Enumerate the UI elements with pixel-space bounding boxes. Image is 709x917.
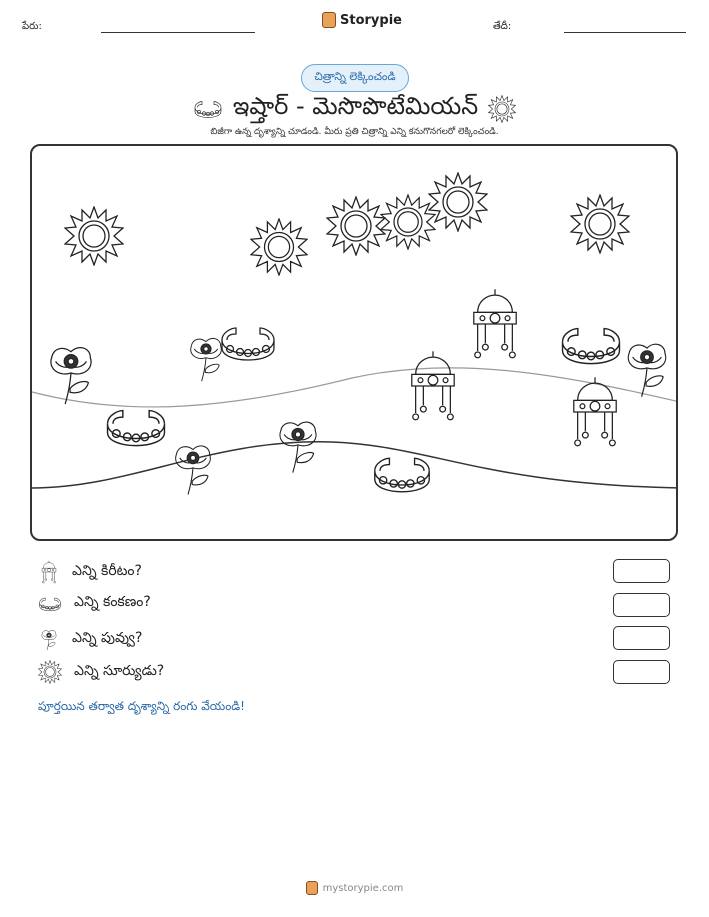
name-label: పేరు: bbox=[22, 21, 42, 32]
flower-icon bbox=[51, 348, 91, 404]
sun-icon bbox=[488, 95, 516, 123]
question-text: ఎన్ని కంకణం? bbox=[74, 594, 151, 610]
bracelet-icon bbox=[108, 411, 165, 446]
flower-icon bbox=[280, 422, 316, 472]
question-bracelet bbox=[38, 594, 151, 613]
activity-badge: చిత్రాన్ని లెక్కించండి bbox=[301, 64, 409, 92]
brand-logo bbox=[322, 12, 402, 28]
page-title-row bbox=[0, 92, 709, 126]
answer-box-sun[interactable] bbox=[613, 660, 670, 684]
pie-mascot-icon bbox=[322, 12, 336, 28]
instructions: బిజీగా ఉన్న దృశ్యాన్ని చూడండి. మీరు ప్రతి చిత్రాన్ని ఎన్ని కనుగొనగలరో లెక్కించండి. bbox=[210, 127, 499, 137]
crown-icon bbox=[38, 560, 60, 584]
answer-box-crown[interactable] bbox=[613, 559, 670, 583]
crown-icon bbox=[574, 377, 616, 445]
counting-scene bbox=[30, 144, 678, 541]
question-sun bbox=[38, 660, 164, 684]
crown-icon bbox=[412, 351, 454, 419]
sun-icon bbox=[327, 197, 385, 255]
sun-icon bbox=[381, 195, 435, 249]
crown-icon bbox=[474, 289, 516, 357]
color-instruction: పూర్తయిన తర్వాత దృశ్యాన్ని రంగు వేయండి! bbox=[38, 699, 245, 713]
answer-box-bracelet[interactable] bbox=[613, 593, 670, 617]
sun-icon bbox=[65, 207, 123, 265]
question-text: ఎన్ని కిరీటం? bbox=[72, 562, 142, 579]
bracelet-icon bbox=[563, 329, 620, 364]
bracelet-icon bbox=[375, 458, 429, 492]
name-line[interactable] bbox=[101, 32, 255, 33]
sun-icon bbox=[571, 195, 629, 253]
footer bbox=[0, 881, 709, 895]
brand-name: Storypie bbox=[340, 12, 402, 28]
page-title: ఇష్తార్ - మెసొపొటేమియన్ bbox=[232, 92, 479, 120]
flower-icon bbox=[38, 627, 60, 651]
date-label: తేదీ: bbox=[493, 21, 512, 32]
bracelet-icon bbox=[193, 98, 223, 120]
date-line[interactable] bbox=[564, 32, 686, 33]
bracelet-icon bbox=[38, 595, 62, 613]
scene-illustration bbox=[32, 146, 678, 541]
footer-url[interactable]: mystorypie.com bbox=[322, 882, 404, 894]
question-text: ఎన్ని సూర్యుడు? bbox=[74, 662, 165, 679]
pie-mascot-icon bbox=[306, 881, 318, 895]
question-flower bbox=[38, 627, 142, 651]
answer-box-flower[interactable] bbox=[613, 626, 670, 650]
flower-icon bbox=[176, 446, 211, 495]
question-crown bbox=[38, 560, 142, 584]
sun-icon bbox=[38, 660, 62, 684]
flower-icon bbox=[191, 338, 221, 381]
bracelet-icon bbox=[222, 328, 274, 360]
sun-icon bbox=[251, 219, 307, 275]
question-text: ఎన్ని పువ్వు? bbox=[72, 629, 143, 646]
sun-icon bbox=[429, 173, 487, 231]
flower-icon bbox=[628, 344, 665, 396]
